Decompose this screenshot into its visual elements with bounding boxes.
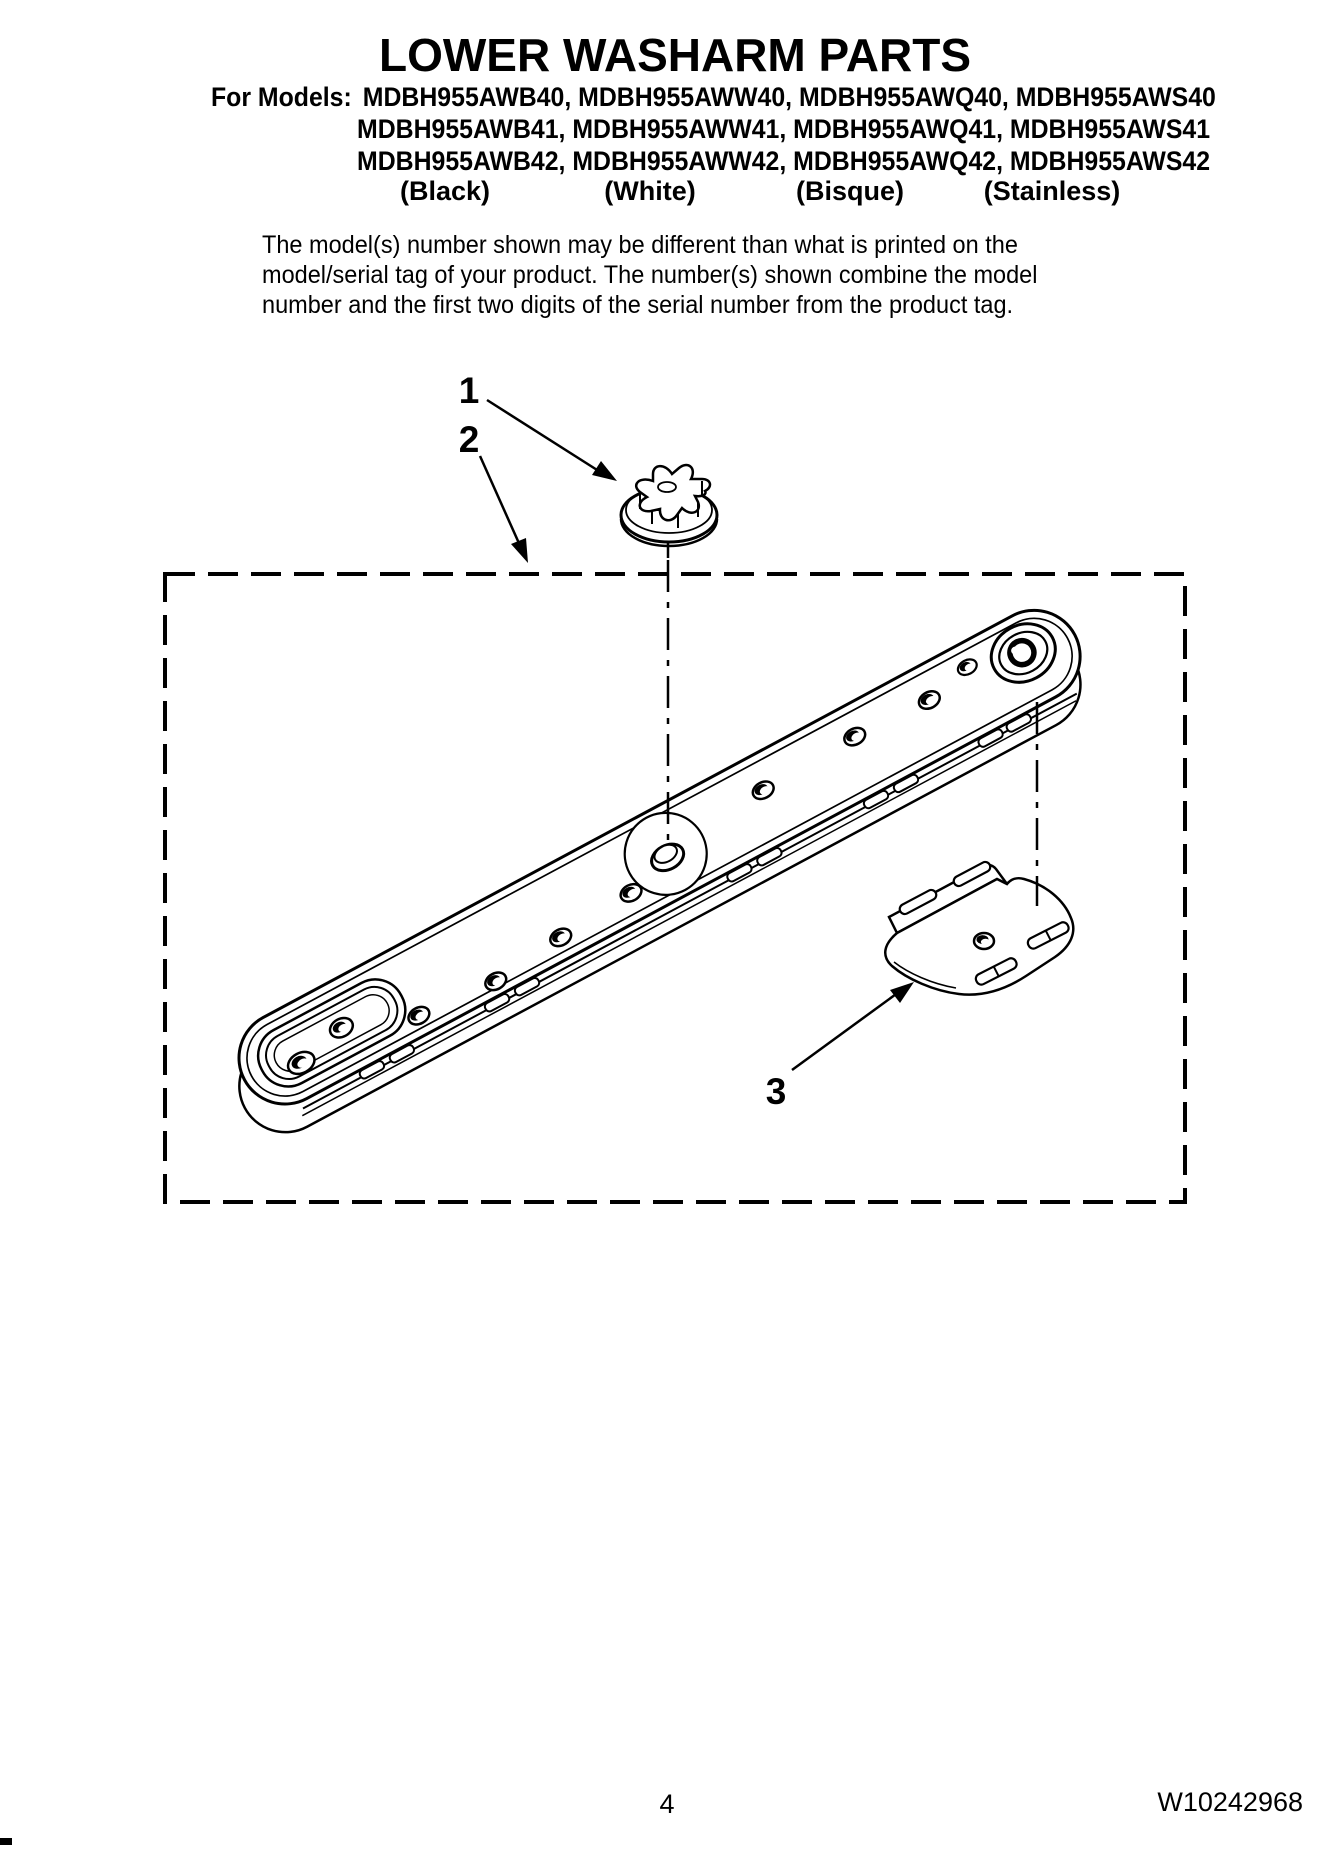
callout-2-leader-line xyxy=(480,456,522,550)
support-bracket-drawing xyxy=(885,860,1073,994)
callout-1-label: 1 xyxy=(458,370,480,411)
callout-3-leader-line xyxy=(792,989,903,1070)
model-numbers-row-3: MDBH955AWB42, MDBH955AWW42, MDBH955AWQ42, MDBH955AWS42 xyxy=(357,146,1211,176)
callout-3-label: 3 xyxy=(765,1071,787,1112)
page-title: LOWER WASHARM PARTS xyxy=(378,29,972,81)
scan-artifact xyxy=(0,1838,12,1845)
callout-2-label: 2 xyxy=(458,419,480,460)
callout-1-arrowhead xyxy=(592,461,617,481)
note-line-3: number and the first two digits of the serial number from the product tag. xyxy=(262,291,1014,319)
callout-3-arrowhead xyxy=(890,982,914,1003)
callout-2-arrowhead xyxy=(511,538,528,563)
finish-label-bisque: (Bisque) xyxy=(796,176,904,206)
note-line-2: model/serial tag of your product. The number(s) shown combine the model xyxy=(262,261,1038,289)
model-numbers-row-1: MDBH955AWB40, MDBH955AWW40, MDBH955AWQ40, MDBH955AWS40 xyxy=(362,82,1216,112)
finish-label-stainless: (Stainless) xyxy=(983,176,1121,206)
washarm-cap-drawing xyxy=(621,465,717,546)
note-line-1: The model(s) number shown may be different than what is printed on the xyxy=(262,231,1018,259)
page-number: 4 xyxy=(659,1789,675,1819)
callout-1-leader-line xyxy=(487,400,605,475)
models-label: For Models: xyxy=(211,82,352,112)
finish-label-white: (White) xyxy=(604,176,696,206)
finish-label-black: (Black) xyxy=(399,176,491,206)
bracket-hole xyxy=(974,933,994,949)
model-numbers-row-2: MDBH955AWB41, MDBH955AWW41, MDBH955AWQ41, MDBH955AWS41 xyxy=(357,114,1211,144)
document-number: W10242968 xyxy=(1157,1787,1303,1817)
